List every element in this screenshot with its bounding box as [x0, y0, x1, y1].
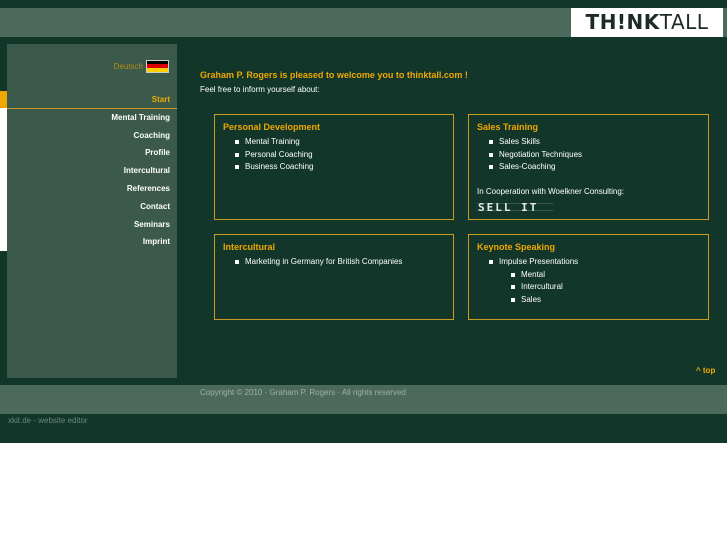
nav-side-marker	[0, 108, 7, 251]
sell-it-logo[interactable]	[477, 201, 553, 213]
copyright-text: Copyright © 2010 · Graham P. Rogers · All rights reserved	[200, 388, 406, 397]
site-logo[interactable]	[571, 8, 723, 37]
cooperation-text: In Cooperation with Woelkner Consulting:	[477, 187, 625, 196]
active-nav-marker	[0, 91, 7, 108]
nav-item-imprint[interactable]: Imprint	[142, 237, 170, 247]
welcome-heading: Graham P. Rogers is pleased to welcome you to thinktall.com !	[200, 70, 468, 80]
intercultural-box	[214, 234, 454, 320]
nav-item-seminars[interactable]: Seminars	[133, 219, 170, 229]
list-item[interactable]: Marketing in Germany for British Companies	[235, 256, 402, 269]
list-item[interactable]: Impulse Presentations	[489, 256, 578, 269]
sub-list-item[interactable]: Mental	[511, 269, 578, 282]
intercultural-list	[235, 256, 402, 269]
footer-bar	[0, 385, 727, 414]
nav-item-coaching[interactable]: Coaching	[133, 130, 170, 140]
language-switch[interactable]	[114, 59, 169, 73]
sub-list-item[interactable]: Intercultural	[511, 281, 578, 294]
sidebar	[7, 44, 177, 378]
nav-item-profile[interactable]: Profile	[145, 148, 170, 158]
list-item[interactable]: Mental Training	[235, 136, 313, 149]
flag-stripe-gold	[147, 68, 168, 72]
list-item[interactable]: Sales Skills	[489, 136, 582, 149]
german-flag-icon[interactable]	[146, 60, 169, 73]
personal-development-list	[235, 136, 313, 174]
personal-development-box	[214, 114, 454, 220]
intro-text: Feel free to inform yourself about:	[200, 85, 320, 94]
main-nav	[7, 91, 177, 251]
sales-training-title[interactable]: Sales Training	[477, 122, 539, 132]
list-item[interactable]: Sales-Coaching	[489, 161, 582, 174]
intercultural-title[interactable]: Intercultural	[223, 242, 276, 252]
language-label[interactable]: Deutsch	[113, 61, 143, 71]
logo-think: TH!NK	[585, 10, 660, 34]
nav-item-start[interactable]: Start	[7, 91, 177, 109]
sell-it-logo-text: SELL IT	[478, 201, 539, 213]
list-item[interactable]: Business Coaching	[235, 161, 313, 174]
editor-credit-link[interactable]: xkit.de - website editor	[8, 416, 88, 425]
keynote-speaking-title[interactable]: Keynote Speaking	[477, 242, 556, 252]
nav-item-intercultural[interactable]: Intercultural	[123, 166, 170, 176]
list-item[interactable]: Personal Coaching	[235, 149, 313, 162]
nav-item-references[interactable]: References	[126, 183, 170, 193]
keynote-speaking-box	[468, 234, 709, 320]
nav-item-contact[interactable]: Contact	[140, 201, 170, 211]
personal-development-title[interactable]: Personal Development	[223, 122, 321, 132]
list-item[interactable]: Negotiation Techniques	[489, 149, 582, 162]
sales-training-box	[468, 114, 709, 220]
nav-item-mental-training[interactable]: Mental Training	[111, 112, 170, 122]
logo-tall: TALL	[659, 10, 709, 34]
sub-list-item[interactable]: Sales	[511, 294, 578, 307]
back-to-top-link[interactable]: ^ top	[696, 366, 716, 375]
keynote-speaking-list	[489, 256, 578, 306]
sales-training-list	[489, 136, 582, 174]
